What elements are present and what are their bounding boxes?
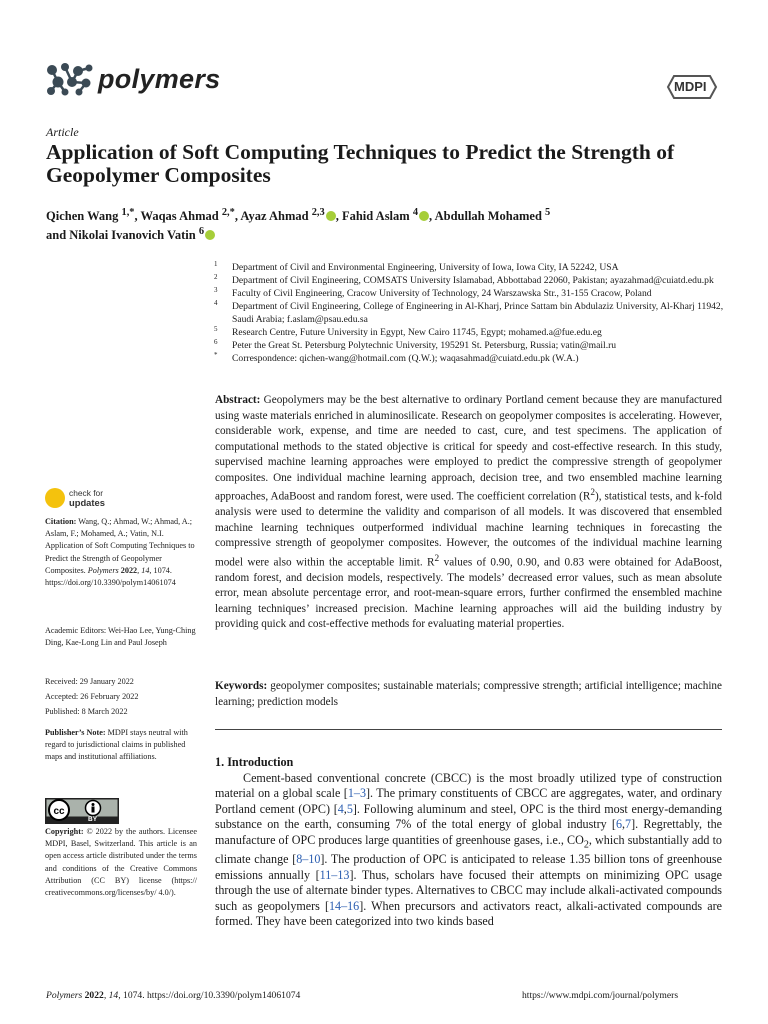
footer-journal-url[interactable]: https://www.mdpi.com/journal/polymers [522,990,679,1001]
citation-link[interactable]: 14–16 [328,898,360,913]
paragraph: Cement-based conventional concrete (CBCC) is the most broadly utilized type of construction material on a global scale [1–3]. The primary constituents of CBCC are aggregates, water, and ordinary Portland cement (OPC) [4,5]. Following aluminum and steel, OPC is the third most energy-demanding substance on the earth, consuming 7% of the total energy of global industry [6,7]. Regrettably, the manufacture of OPC produces large quantities of greenhouse gases, i.e., $CO_2$, which substantially add to climate change [8–10]. The production of OPC is anticipated to release 1.35 billion tons of greenhouse emissions annually [11–13]. Thus, scholars have focused their attempts on minimizing OPC usage through the use of alternate binder types. Alternatives to CBCC may include alkali-activated compounds such as geopolymers [14–16]. When precursors and activators react, alkali-activated compounds are formed. They have been categorized into two kinds based [215,771,722,929]
affiliation-text: Correspondence: qichen-wang@hotmail.com (Q.W.); waqasahmad@cuiatd.edu.pk (W.A.) [232,353,579,364]
paper-title: Application of Soft Computing Techniques to Predict the Strength of Geopolymer Composites [46,140,675,187]
affiliations [214,261,724,365]
affiliation-item [214,339,724,352]
superscript: 2 [434,553,440,564]
academic-editors: Academic Editors: Wei-Hao Lee, Yung-Ching Ding, Kae-Long Lin and Paul Joseph [45,626,196,648]
accepted-date: Accepted: 26 February 2022 [45,692,139,701]
affiliation-number: 2 [214,273,218,281]
affiliation-item [214,261,724,274]
affiliation-number: 6 [214,338,218,346]
mdpi-logo [666,72,718,102]
affiliation-text: Research Centre, Future University in Egypt, New Cairo 11745, Egypt; mohamed.a@fue.edu.eg [232,327,602,338]
keywords-label: Keywords: [215,680,268,692]
article-type: Article [46,125,79,139]
check-updates-icon [45,488,65,508]
citation-link[interactable]: 1–3 [347,786,366,801]
author-name[interactable]: Qichen Wang [46,209,122,224]
author-name[interactable]: , Waqas Ahmad [134,209,222,224]
citation-link[interactable]: 5 [346,801,353,816]
abstract-label: Abstract: [215,394,261,406]
published-date: Published: 8 March 2022 [45,707,128,716]
abstract-text: ), statistical tests, and k-fold analysis were used to determine the validity and comparison of all models. It was discovered that ensembled machine learning techniques outperformed individual machine learning techniques in forecasting the compressive strength of geopolymer composites. However, the outcomes of the individual machine learning model were also within the acceptable limit. R [215,490,722,569]
introduction-body [215,771,722,929]
author-name[interactable]: , Ayaz Ahmad [234,209,312,224]
superscript: 2 [590,488,596,498]
polymers-logo-icon [45,62,93,96]
citation-label: Citation: [45,517,77,526]
abstract [215,393,722,633]
section-heading: 1. Introduction [215,755,294,769]
affiliation-text: Department of Civil and Environmental Engineering, University of Iowa, Iowa City, IA 52242, USA [232,262,619,273]
citation-link[interactable]: 6 [615,817,623,832]
footer-citation: Polymers 2022, 14, 1074. https://doi.org/10.3390/polym14061074 [46,990,301,1001]
publishers-note: Publisher’s Note: MDPI stays neutral with regard to jurisdictional claims in published maps and institutional affiliations. [45,728,188,762]
copyright-notice: Copyright: © 2022 by the authors. Licensee MDPI, Basel, Switzerland. This article is an open access article distributed under the terms and conditions of the Creative Commons Attribution (CC BY) license (https:// creativecommons.org/licenses/by/ 4.0/). [45,827,197,898]
orcid-icon[interactable] [205,230,215,240]
affiliation-text: Faculty of Civil Engineering, Cracow University of Technology, 24 Warszawska Str., 31-155 Cracow, Poland [232,288,652,299]
svg-text:cc: cc [53,806,65,817]
author-affil-sup: 1,* [121,207,135,218]
affiliation-number: 3 [214,286,218,294]
cc-by-license-badge[interactable] [45,798,119,824]
affiliation-number: 5 [214,325,218,333]
author-affil-sup: 2,3 [311,207,325,218]
cc-by-label: BY [88,816,98,823]
citation-link[interactable]: 7 [625,817,632,832]
affiliation-text: Department of Civil Engineering, COMSATS University Islamabad, Abbottabad 22060, Pakistan; ayazahmad@cuiatd.edu.pk [232,275,714,286]
citation-link[interactable]: 4 [337,801,344,816]
affiliation-item [214,326,724,339]
author-affil-sup: 2,* [221,207,235,218]
orcid-icon[interactable] [419,211,429,221]
footer-doi-link[interactable]: , 1074. https://doi.org/10.3390/polym14061074 [118,990,301,1001]
author-name[interactable]: , Abdullah Mohamed [429,209,546,224]
doi-link[interactable]: , 1074. https://doi.org/10.3390/polym14061074 [45,565,176,588]
author-name[interactable]: and Nikolai Ivanovich Vatin [46,228,199,243]
affiliation-number: * [214,351,218,359]
abstract-text: Geopolymers may be the best alternative to ordinary Portland cement because they are manufactured using waste materials enriched in aluminosilicate. Research on geopolymer composites is accelerating. However, considerable work, expense, and time are needed to cast, cure, and test specimens. The application of computational methods to the stated objective is critical for speedy and cost-effective research. In this study, supervised machine learning approaches were employed to predict the compressive strength of geopolymer composites. One individual machine learning approach, decision tree, and two ensembled machine learning approaches, AdaBoost and random forest, were used. The coefficient correlation (R [215,394,722,503]
affiliation-item [214,300,724,326]
author-affil-sup: 4 [412,207,419,218]
check-updates-line1: check for [69,488,103,498]
check-updates-line2: updates [69,497,105,508]
received-date: Received: 29 January 2022 [45,677,134,686]
author-affil-sup: 6 [198,226,205,238]
affiliation-number: 4 [214,299,218,307]
author-list [46,205,726,243]
citation-link[interactable]: 11–13 [319,867,350,882]
affiliation-text: Peter the Great St. Petersburg Polytechnic University, 195291 St. Petersburg, Russia; vatin@mail.ru [232,340,617,351]
author-name[interactable]: , Fahid Aslam [335,209,413,224]
journal-name: polymers [98,64,221,94]
affiliation-item [214,287,724,300]
affiliation-text: Department of Civil Engineering, College of Engineering in Al-Kharj, Prince Sattam bin Abdulaziz University, Al-Kharj 11942, Saudi Arabia; f.aslam@psau.edu.sa [232,301,724,325]
publisher-name: MDPI [674,79,707,94]
keywords [215,679,722,710]
cc-by-icon [45,798,119,824]
author-affil-sup: 5 [545,207,551,218]
affiliation-item [214,352,724,365]
abstract-text: values of 0.90, 0.90, and 0.83 were obtained for AdaBoost, random forest, and decision models, respectively. The models’ decreased error values, such as mean absolute error, mean absolute percentage error, and root-mean-square errors, further confirmed the ensembled machine learning techniques’ increased precision. Machine learning approaches will aid the building industry by providing quick and cost-effective methods for evaluating material properties. [215,556,722,631]
subscript: 2 [583,839,589,851]
affiliation-item [214,274,724,287]
check-for-updates-button[interactable] [45,488,120,512]
citation-block: Citation: Wang, Q.; Ahmad, W.; Ahmad, A.; Aslam, F.; Mohamed, A.; Vatin, N.I. Application of Soft Computing Techniques to Predict the Strength of Geopolymer Composites. Polymers 2022, 14, 1074. https://doi.org/10.3390/polym14061074 [45,517,195,588]
section-divider [215,729,722,730]
keywords-text: geopolymer composites; sustainable materials; compressive strength; artificial intelligence; machine learning; prediction models [215,680,722,708]
affiliation-number: 1 [214,260,218,268]
citation-link[interactable]: 8–10 [296,852,321,867]
orcid-icon[interactable] [326,211,336,221]
